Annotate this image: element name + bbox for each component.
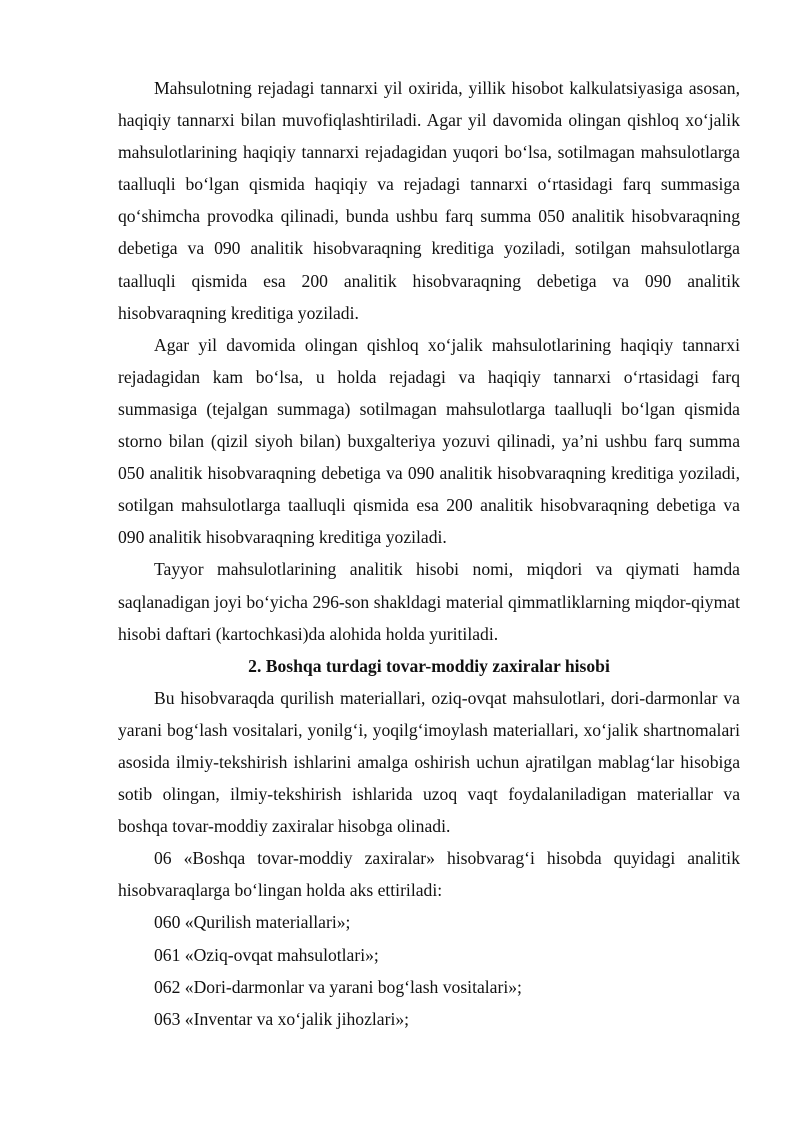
- list-item: 062 «Dori-darmonlar va yarani bog‘lash vositalari»;: [154, 976, 522, 997]
- document-page: [118, 72, 740, 1035]
- list-item: 061 «Oziq-ovqat mahsulotlari»;: [154, 944, 379, 965]
- section-heading: 2. Boshqa turdagi tovar-moddiy zaxiralar hisobi: [248, 655, 610, 676]
- paragraph: Bu hisobvaraqda qurilish materiallari, oziq-ovqat mahsulotlari, dori-darmonlar va yarani bog‘lash vositalari, yonilg‘i, yoqilg‘imoylash materiallari, xo‘jalik shartnomalari asosida ilmiy-tekshirish ishlarini amalga oshirish uchun ajratilgan mablag‘lar hisobiga sotib olingan, ilmiy-tekshirish ishlarida uzoq vaqt foydalaniladigan materiallar va boshqa tovar-moddiy zaxiralar hisobga olinadi.: [118, 687, 740, 837]
- paragraph: 06 «Boshqa tovar-moddiy zaxiralar» hisobvarag‘i hisobda quyidagi analitik hisobvaraqlarga bo‘lingan holda aks ettiriladi:: [118, 848, 740, 901]
- list-item: 063 «Inventar va xo‘jalik jihozlari»;: [154, 1008, 410, 1029]
- paragraph: Agar yil davomida olingan qishloq xo‘jalik mahsulotlarining haqiqiy tannarxi rejadagidan kam bo‘lsa, u holda rejadagi va haqiqiy tannarxi o‘rtasidagi farq summasiga (tejalgan summaga) sotilmagan mahsulotlarga taalluqli bo‘lgan qismida storno bilan (qizil siyoh bilan) buxgalteriya yozuvi qilinadi, ya’ni ushbu farq summa 050 analitik hisobvaraqning debetiga va 090 analitik hisobvaraqning kreditiga yoziladi, sotilgan mahsulotlarga taalluqli qismida esa 200 analitik hisobvaraqning debetiga va 090 analitik hisobvaraqning kreditiga yoziladi.: [118, 334, 740, 548]
- paragraph: Tayyor mahsulotlarining analitik hisobi nomi, miqdori va qiymati hamda saqlanadigan joyi bo‘yicha 296-son shakldagi material qimmatliklarning miqdor-qiymat hisobi daftari (kartochkasi)da alohida holda yuritiladi.: [118, 559, 740, 644]
- paragraph: Mahsulotning rejadagi tannarxi yil oxirida, yillik hisobot kalkulatsiyasiga asosan, haqiqiy tannarxi bilan muvofiqlashtiriladi. Agar yil davomida olingan qishloq xo‘jalik mahsulotlarining haqiqiy tannarxi rejadagidan yuqori bo‘lsa, sotilmagan mahsulotlarga taalluqli bo‘lgan qismida haqiqiy va rejadagi tannarxi o‘rtasidagi farq summasiga qo‘shimcha provodka qilinadi, bunda ushbu farq summa 050 analitik hisobvaraqning debetiga va 090 analitik hisobvaraqning kreditiga yoziladi, sotilgan mahsulotlarga taalluqli qismida esa 200 analitik hisobvaraqning debetiga va 090 analitik hisobvaraqning kreditiga yoziladi.: [118, 78, 740, 323]
- list-item: 060 «Qurilish materiallari»;: [154, 912, 351, 933]
